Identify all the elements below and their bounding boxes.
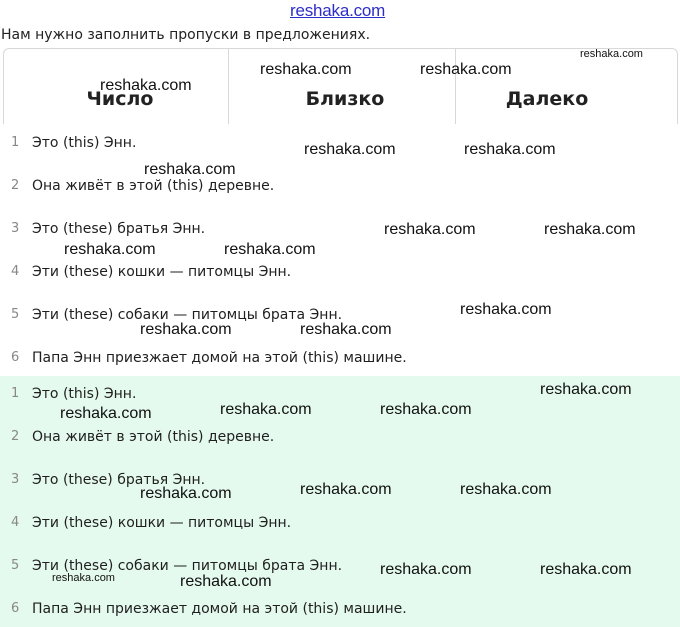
sentence-text: Папа Энн приезжает домой на этой (this) машине. xyxy=(32,601,407,617)
row-number: 4 xyxy=(11,264,20,279)
watermark: reshaka.com xyxy=(300,481,392,498)
sentence-text: Это (these) братья Энн. xyxy=(32,221,206,237)
watermark: reshaka.com xyxy=(540,381,632,398)
sentence-text: Папа Энн приезжает домой на этой (this) машине. xyxy=(32,350,407,366)
watermark: reshaka.com xyxy=(100,77,192,94)
row-number: 1 xyxy=(11,386,20,401)
watermark: reshaka.com xyxy=(300,321,392,338)
column-divider xyxy=(455,48,456,124)
watermark: reshaka.com xyxy=(460,481,552,498)
column-header-near: Близко xyxy=(305,88,385,110)
watermark: reshaka.com xyxy=(380,401,472,418)
row-number: 4 xyxy=(11,515,20,530)
watermark: reshaka.com xyxy=(540,561,632,578)
column-header-number: Число xyxy=(86,88,154,110)
sentence-text: Эти (these) собаки — питомцы брата Энн. xyxy=(32,307,343,323)
site-link[interactable]: reshaka.com xyxy=(290,1,386,20)
watermark: reshaka.com xyxy=(464,141,556,158)
watermark: reshaka.com xyxy=(544,221,636,238)
watermark: reshaka.com xyxy=(580,48,643,60)
row-number: 3 xyxy=(11,472,20,487)
watermark: reshaka.com xyxy=(140,485,232,502)
sentence-text: Эти (these) кошки — питомцы Энн. xyxy=(32,264,292,280)
watermark: reshaka.com xyxy=(64,241,156,258)
sentence-text: Эти (these) кошки — питомцы Энн. xyxy=(32,515,292,531)
sentence-text: Эти (these) собаки — питомцы брата Энн. xyxy=(32,558,343,574)
sentence-text: Это (this) Энн. xyxy=(32,135,137,151)
watermark: reshaka.com xyxy=(224,241,316,258)
row-number: 5 xyxy=(11,558,20,573)
sentence-text: Это (this) Энн. xyxy=(32,386,137,402)
watermark: reshaka.com xyxy=(420,61,512,78)
sentence-text: Это (these) братья Энн. xyxy=(32,472,206,488)
watermark: reshaka.com xyxy=(384,221,476,238)
watermark: reshaka.com xyxy=(460,301,552,318)
watermark: reshaka.com xyxy=(52,572,115,584)
row-number: 6 xyxy=(11,350,20,365)
watermark: reshaka.com xyxy=(140,321,232,338)
row-number: 1 xyxy=(11,135,20,150)
sentence-text: Она живёт в этой (this) деревне. xyxy=(32,178,275,194)
watermark: reshaka.com xyxy=(304,141,396,158)
intro-text: Нам нужно заполнить пропуски в предложениях. xyxy=(1,27,371,43)
watermark: reshaka.com xyxy=(380,561,472,578)
row-number: 2 xyxy=(11,178,20,193)
row-number: 3 xyxy=(11,221,20,236)
row-number: 2 xyxy=(11,429,20,444)
watermark: reshaka.com xyxy=(260,61,352,78)
row-number: 6 xyxy=(11,601,20,616)
watermark: reshaka.com xyxy=(180,573,272,590)
sentence-text: Она живёт в этой (this) деревне. xyxy=(32,429,275,445)
watermark: reshaka.com xyxy=(220,401,312,418)
watermark: reshaka.com xyxy=(60,405,152,422)
column-header-far: Далеко xyxy=(505,88,589,110)
column-divider xyxy=(228,48,229,124)
watermark: reshaka.com xyxy=(144,161,236,178)
row-number: 5 xyxy=(11,307,20,322)
